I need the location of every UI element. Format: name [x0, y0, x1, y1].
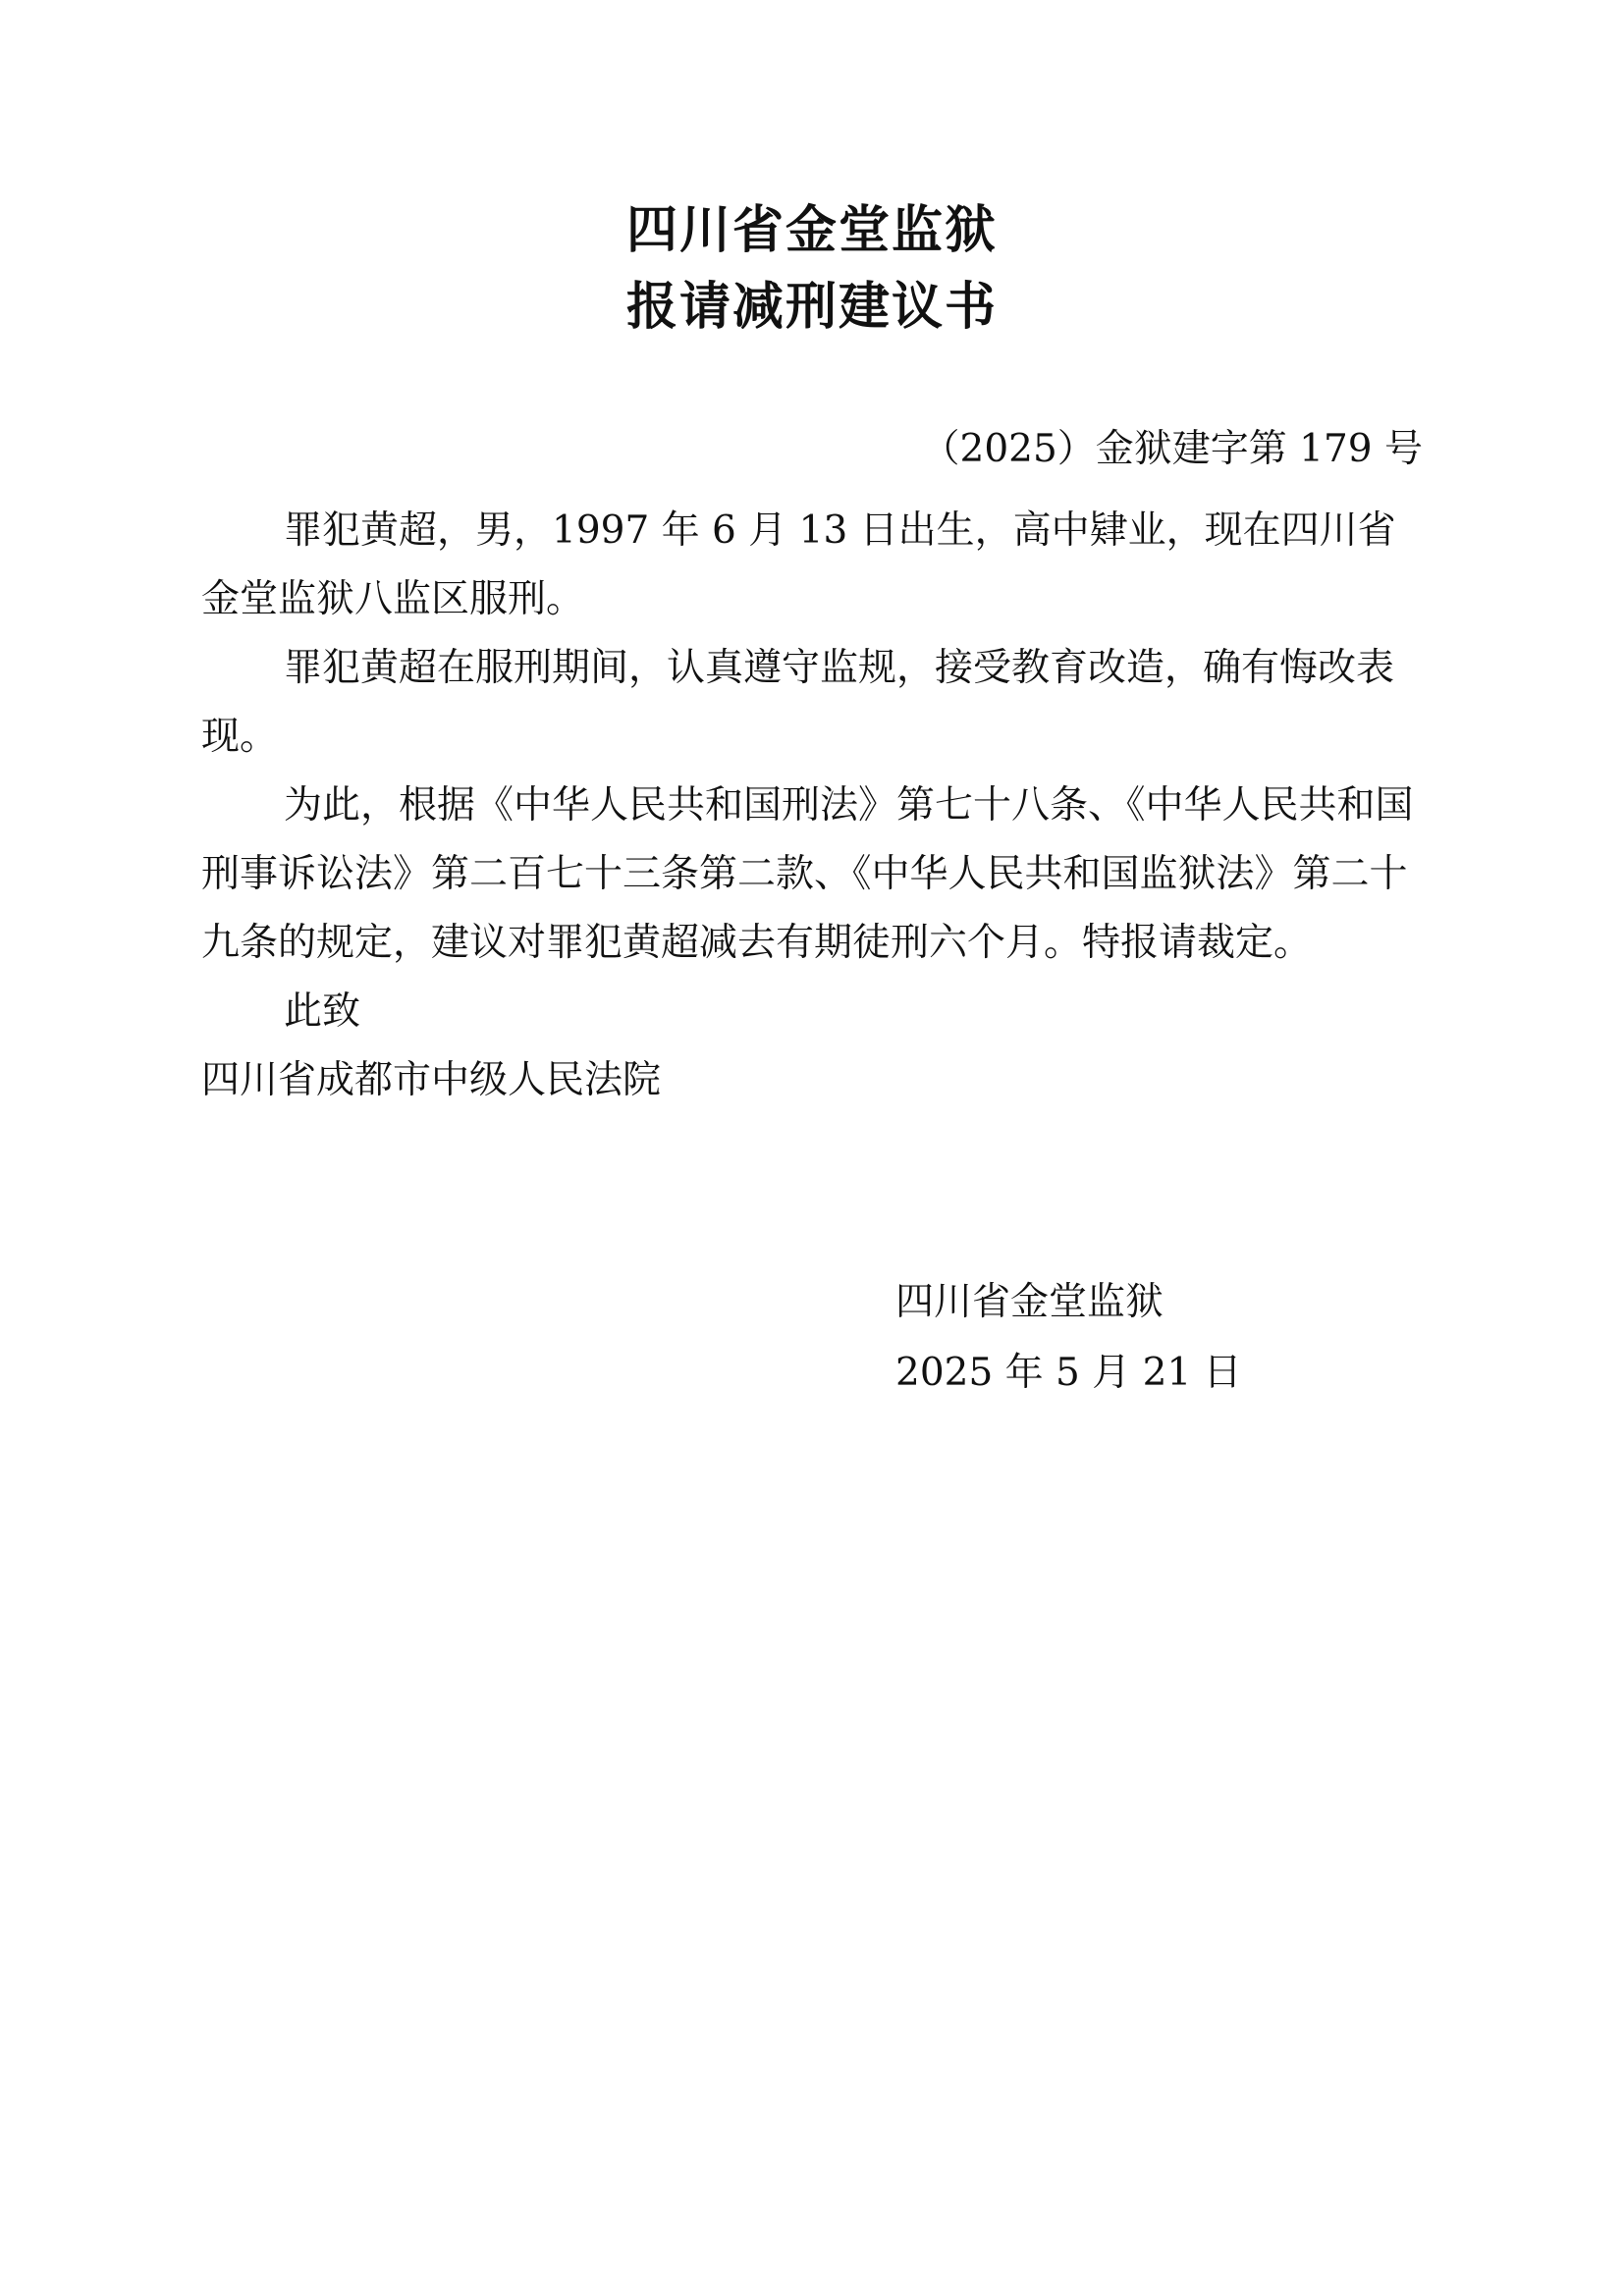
- document-title-line1: 四川省金堂监狱: [625, 201, 998, 260]
- document-title-line2: 报请减刑建议书: [625, 278, 998, 337]
- paragraph-inmate-info: 罪犯黄超，男，1997 年 6 月 13 日出生，高中肄业，现在四川省金堂监狱八监区服刑。: [201, 508, 1396, 621]
- document-body: [201, 497, 1429, 1115]
- paragraph-conduct: 罪犯黄超在服刑期间，认真遵守监规，接受教育改造，确有悔改表现。: [201, 646, 1395, 759]
- signature-organization: 四川省金堂监狱: [895, 1280, 1164, 1324]
- salutation: 此致: [284, 989, 361, 1034]
- document-number: （2025）金狱建字第 179 号: [921, 427, 1423, 471]
- recipient: 四川省成都市中级人民法院: [201, 1058, 662, 1102]
- signature-date: 2025 年 5 月 21 日: [895, 1351, 1242, 1395]
- paragraph-recommendation: 为此，根据《中华人民共和国刑法》第七十八条、《中华人民共和国刑事诉讼法》第二百七十三条第二款、《中华人民共和国监狱法》第二十九条的规定，建议对罪犯黄超减去有期徒刑六个月。特报请裁定。: [201, 783, 1414, 965]
